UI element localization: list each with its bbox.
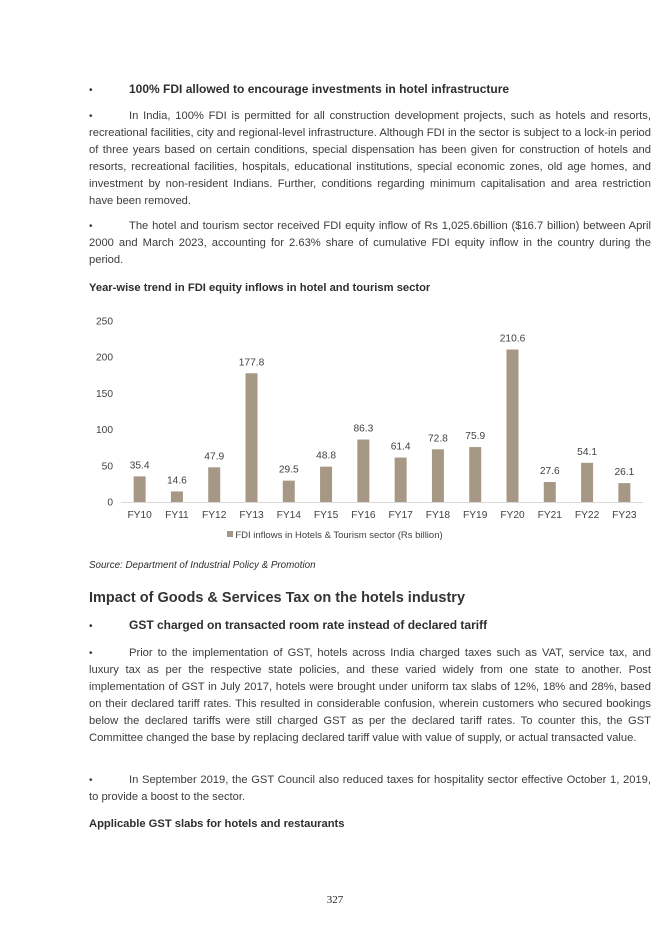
y-tick-label: 150: [96, 388, 113, 400]
x-axis-ticks: [127, 510, 636, 521]
fdi-paragraph-1: [89, 108, 651, 210]
bullet-icon: •: [89, 775, 93, 786]
data-label-fy23: 26.1: [614, 467, 635, 479]
bar-fy16: [357, 440, 369, 502]
data-label-fy19: 75.9: [465, 431, 486, 443]
x-tick-label: FY13: [239, 510, 264, 521]
bullet-icon: •: [89, 621, 93, 632]
y-tick-label: 250: [96, 316, 113, 328]
chart-source: Source: Department of Industrial Policy & Promotion: [89, 560, 316, 571]
y-tick-label: 0: [107, 497, 113, 509]
data-label-fy20: 210.6: [499, 333, 526, 345]
gst-paragraph-1-text: Prior to the implementation of GST, hotels across India charged taxes such as VAT, service tax, and luxury tax as per the respective state policies, and these varied widely from one state to another. Post implementation of GST in July 2017, hotels were brought under uniform tax slabs of 12%, 18% and 28%, based on their declared tariff rates. This resulted in considerable confusion, wherein customers who secured bookings below the declared tariffs were still charged GST as per the declared tariff rates. To counter this, the GST Committee changed the base by replacing declared tariff value with value of supply, or actual transacted value.: [89, 647, 651, 744]
data-label-fy15: 48.8: [316, 450, 336, 462]
bar-fy19: [469, 447, 481, 502]
bar-fy15: [320, 467, 332, 502]
x-tick-label: FY23: [612, 510, 637, 521]
data-label-fy10: 35.4: [129, 460, 150, 472]
data-label-fy18: 72.8: [428, 433, 448, 445]
x-tick-label: FY11: [165, 510, 189, 521]
gst-paragraph-2: [89, 772, 651, 806]
data-label-fy21: 27.6: [539, 466, 560, 478]
fdi-heading: [89, 82, 509, 96]
bullet-icon: •: [89, 648, 93, 659]
bar-fy13: [246, 373, 258, 502]
x-tick-label: FY10: [127, 510, 152, 521]
y-axis-ticks: [96, 317, 113, 509]
bar-fy11: [171, 491, 183, 502]
x-tick-label: FY21: [537, 510, 562, 521]
x-tick-label: FY14: [276, 510, 301, 521]
legend-swatch-icon: [227, 531, 233, 537]
bar-fy17: [395, 458, 407, 502]
bar-fy23: [618, 483, 630, 502]
bars-group: [134, 350, 631, 502]
bar-fy10: [134, 476, 146, 502]
fdi-paragraph-2: [89, 218, 651, 269]
x-tick-label: FY16: [351, 510, 376, 521]
fdi-paragraph-2-text: The hotel and tourism sector received FDI equity inflow of Rs 1,025.6billion ($16.7 billion) between April 2000 and March 2023, accounting for 2.63% share of cumulative FDI equity inflow in the country during the period.: [89, 220, 651, 266]
legend-label: FDI inflows in Hotels & Tourism sector (Rs billion): [235, 530, 443, 541]
bullet-icon: •: [89, 221, 93, 232]
gst-heading: [89, 618, 487, 632]
chart-legend: [0, 530, 670, 541]
fdi-paragraph-1-text: In India, 100% FDI is permitted for all construction development projects, such as hotels and resorts, recreational facilities, city and regional-level infrastructure. Although FDI in the sector is subject to a lock-in period of three years based on certain conditions, special dispensation has been given for construction of hotels and resorts, recreational facilities, hospitals, educational institutions, special economic zones, old age homes, and investment by non-resident Indians. Further, conditions regarding minimum capitalisation and area restriction have been removed.: [89, 110, 651, 207]
chart-title: Year-wise trend in FDI equity inflows in hotel and tourism sector: [89, 282, 431, 294]
bar-fy12: [208, 467, 220, 502]
bar-fy21: [544, 482, 556, 502]
data-label-fy13: 177.8: [238, 357, 265, 369]
gst-section-title: Impact of Goods & Services Tax on the hotels industry: [89, 590, 466, 606]
x-tick-label: FY22: [574, 510, 600, 521]
data-label-fy12: 47.9: [204, 451, 225, 463]
page-number: 327: [326, 894, 344, 906]
gst-paragraph-2-text: In September 2019, the GST Council also reduced taxes for hospitality sector effective October 1, 2019, to provide a boost to the sector.: [89, 774, 651, 803]
bar-fy14: [283, 481, 295, 502]
bullet-icon: •: [89, 111, 93, 122]
y-tick-label: 100: [96, 425, 113, 437]
data-label-fy16: 86.3: [353, 423, 374, 435]
x-tick-label: FY17: [388, 510, 413, 521]
data-label-fy22: 54.1: [577, 446, 597, 458]
data-label-fy11: 14.6: [167, 475, 187, 487]
bar-fy20: [507, 350, 519, 502]
bar-fy22: [581, 463, 593, 502]
x-tick-label: FY19: [463, 510, 488, 521]
y-tick-label: 50: [101, 461, 113, 473]
x-tick-label: FY18: [425, 510, 451, 521]
x-tick-label: FY12: [202, 510, 227, 521]
y-tick-label: 200: [96, 352, 113, 364]
data-label-fy14: 29.5: [278, 464, 299, 476]
gst-paragraph-1: [89, 645, 651, 747]
x-tick-label: FY20: [500, 510, 525, 521]
x-tick-label: FY15: [313, 510, 339, 521]
bar-fy18: [432, 449, 444, 502]
data-labels-group: [130, 334, 635, 487]
gst-heading-text: GST charged on transacted room rate instead of declared tariff: [129, 618, 488, 632]
bullet-icon: •: [89, 85, 93, 96]
gst-slabs-subhead: Applicable GST slabs for hotels and restaurants: [89, 818, 345, 830]
fdi-heading-text: 100% FDI allowed to encourage investments in hotel infrastructure: [129, 82, 510, 96]
data-label-fy17: 61.4: [390, 441, 411, 453]
